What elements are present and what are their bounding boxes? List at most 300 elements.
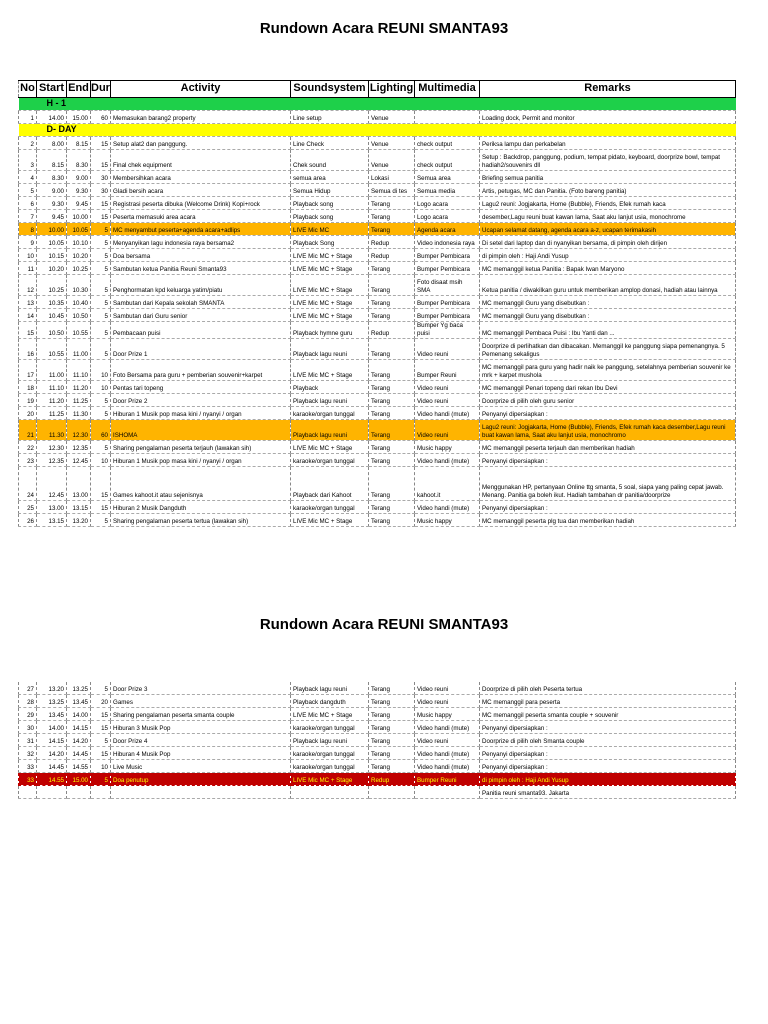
cell-dur: 10 [91,760,111,773]
section-label: H - 1 [37,98,111,111]
cell-remarks: MC memanggil peserta terjauh dan memberikan hadiah [480,440,736,453]
cell-end [67,786,91,799]
cell-no: 1 [19,111,37,124]
cell-activity: Sambutan dari Kepala sekolah SMANTA [111,296,291,309]
cell-start: 14.20 [37,747,67,760]
cell-remarks: MC memanggil Pembaca Puisi : Ibu Yanti dan ... [480,322,736,339]
cell-start: 14.15 [37,734,67,747]
cell-end: 14.15 [67,721,91,734]
cell-no: 24 [19,466,37,500]
cell-dur: 15 [91,466,111,500]
cell-end: 15.00 [67,111,91,124]
cell-end: 9.30 [67,184,91,197]
cell-start: 10.00 [37,223,67,236]
cell-activity: Sharing pengalaman peserta terjauh (lawakan sih) [111,440,291,453]
cell-remarks: MC memanggil Penari topeng dari rekan Ibu Devi [480,380,736,393]
table-row [19,171,736,184]
cell-activity: Foto Bersama para guru + pemberian souvenir+karpet [111,359,291,380]
cell-end: 10.00 [67,210,91,223]
cell-remarks: Doorprize di perlihatkan dan dibacakan. Memanggil ke panggung siapa pemenangnya. 5 Pemenang sekaligus [480,338,736,359]
table-row [19,150,736,171]
cell-soundsystem: Playback dari Kahoot [291,466,369,500]
table-row [19,453,736,466]
cell-multimedia: Bumper Pembicara [415,249,480,262]
cell-multimedia: Music happy [415,440,480,453]
table-row [19,197,736,210]
cell-dur: 30 [91,171,111,184]
table-row [19,210,736,223]
cell-remarks: Artis, petugas, MC dan Panitia. (Foto bareng panitia) [480,184,736,197]
col-header-soundsystem: Soundsystem [291,81,369,98]
cell-activity: Hiburan 2 Musik Dangduth [111,500,291,513]
cell-activity: Sharing pengalaman peserta tertua (lawakan sih) [111,513,291,526]
cell-start: 8.00 [37,137,67,150]
cell-soundsystem: LIVE Mic MC + Stage [291,296,369,309]
cell-end: 13.00 [67,466,91,500]
cell-end: 11.20 [67,380,91,393]
col-header-no: No [19,81,37,98]
cell-dur: 5 [91,249,111,262]
table-row [19,223,736,236]
cell-multimedia: Logo acara [415,197,480,210]
table-row [19,734,736,747]
cell-lighting: Terang [369,223,415,236]
cell-dur: 10 [91,380,111,393]
section-label: D- DAY [37,124,111,137]
cell-no: 16 [19,338,37,359]
cell-end: 14.00 [67,708,91,721]
cell-start: 9.30 [37,197,67,210]
cell-multimedia: Bumper Pembicara [415,262,480,275]
cell-remarks: Periksa lampu dan perkabelan [480,137,736,150]
cell-start: 10.05 [37,236,67,249]
cell-remarks: Setup : Backdrop, panggung, podium, tempat pidato, keyboard, doorprize bowl, tempat hadiah2/souvenirs dll [480,150,736,171]
table-row [19,249,736,262]
cell-no: 22 [19,440,37,453]
table-header-row [19,81,736,98]
cell-soundsystem: LIVE Mic MC + Stage [291,708,369,721]
cell-lighting: Redup [369,249,415,262]
cell-activity: Gladi bersih acara [111,184,291,197]
cell-remarks: Penyanyi dipersiapkan : [480,760,736,773]
cell-lighting: Terang [369,682,415,695]
cell-multimedia: Bumper Yg baca puisi [415,322,480,339]
cell-remarks: MC memanggil para peserta [480,695,736,708]
cell-multimedia: Video handi (mute) [415,500,480,513]
cell-dur: 5 [91,296,111,309]
cell-lighting: Terang [369,747,415,760]
cell-no: 5 [19,184,37,197]
cell-multimedia: kahoot.it [415,466,480,500]
cell-lighting: Semua di tes [369,184,415,197]
cell-soundsystem: LIVE Mic MC + Stage [291,262,369,275]
table-row [19,466,736,500]
cell-remarks: desember,Lagu reuni buat kawan lama, Saat aku lanjut usia, monochrome [480,210,736,223]
cell-start: 11.10 [37,380,67,393]
cell-no: 25 [19,500,37,513]
cell-multimedia: Bumper Reuni [415,773,480,786]
table-row [19,322,736,339]
cell-remarks: Ucapan selamat datang, agenda acara a-z, ucapan terimakasih [480,223,736,236]
table-row [19,111,736,124]
table-row [19,184,736,197]
cell-no: 12 [19,275,37,296]
cell-remarks: Penyanyi dipersiapkan : [480,453,736,466]
cell-remarks: Briefing semua panitia [480,171,736,184]
cell-soundsystem: LIVE Mic MC + Stage [291,309,369,322]
cell-no: 10 [19,249,37,262]
cell-start: 10.55 [37,338,67,359]
cell-soundsystem: Playback song [291,210,369,223]
cell-soundsystem: Playback song [291,197,369,210]
cell-multimedia: Video indonesia raya [415,236,480,249]
cell-start: 14.45 [37,760,67,773]
table-row [19,236,736,249]
cell-no: 33 [19,760,37,773]
cell-end: 10.10 [67,236,91,249]
cell-end: 10.40 [67,296,91,309]
cell-multimedia: check output [415,150,480,171]
cell-end: 11.10 [67,359,91,380]
cell-dur: 15 [91,708,111,721]
cell-lighting: Terang [369,513,415,526]
cell-lighting: Terang [369,695,415,708]
cell-dur: 5 [91,309,111,322]
cell-dur: 5 [91,440,111,453]
cell-multimedia: Video reuni [415,338,480,359]
cell-end: 12.35 [67,440,91,453]
cell-remarks: Loading dock, Permit and monitor [480,111,736,124]
cell-no [19,786,37,799]
cell-start: 10.45 [37,309,67,322]
cell-remarks: Lagu2 reuni: Jogjakarta, Home (Bubble), Friends, Efek rumah kaca desember,Lagu reuni buat kawan lama, Saat aku lanjut usia, monochromo [480,419,736,440]
cell-multimedia: Video handi (mute) [415,406,480,419]
cell-no: 6 [19,197,37,210]
cell-soundsystem: LIVE Mic MC + Stage [291,275,369,296]
table-row [19,419,736,440]
cell-start: 12.30 [37,440,67,453]
cell-lighting: Terang [369,419,415,440]
cell-activity: Pentas tari topeng [111,380,291,393]
cell-multimedia: Video reuni [415,380,480,393]
cell-soundsystem: karaoke/organ tunggal [291,406,369,419]
cell-activity: Sharing pengalaman peserta smanta couple [111,708,291,721]
cell-no: 31 [19,734,37,747]
table-row [19,500,736,513]
cell-start: 8.15 [37,150,67,171]
cell-remarks: Panitia reuni smanta93. Jakarta [480,786,736,799]
cell-dur: 5 [91,682,111,695]
cell-activity: Sambutan dari Guru senior [111,309,291,322]
cell-activity: Membersihkan acara [111,171,291,184]
cell-soundsystem: Playback lagu reuni [291,338,369,359]
cell-no: 30 [19,721,37,734]
cell-remarks: Ketua panitia / diwakilkan guru untuk memberikan amplop donasi, hadiah atau lainnya [480,275,736,296]
cell-multimedia: Video reuni [415,419,480,440]
cell-end: 14.20 [67,734,91,747]
cell-soundsystem: Semua Hidup [291,184,369,197]
cell-multimedia: Video reuni [415,682,480,695]
cell-multimedia: Bumper Pembicara [415,296,480,309]
cell-multimedia: Video reuni [415,393,480,406]
cell-multimedia: Video handi (mute) [415,721,480,734]
cell-activity: Registrasi peserta dibuka (Welcome Drink) Kopi+rock [111,197,291,210]
cell-remarks: Lagu2 reuni: Jogjakarta, Home (Bubble), Friends, Efek rumah kaca [480,197,736,210]
cell-multimedia: Video reuni [415,734,480,747]
cell-start: 13.15 [37,513,67,526]
cell-start: 11.25 [37,406,67,419]
table-row [19,721,736,734]
cell-activity: Hiburan 3 Musik Pop [111,721,291,734]
cell-start: 13.45 [37,708,67,721]
cell-end: 10.20 [67,249,91,262]
cell-dur: 5 [91,338,111,359]
cell-end: 11.30 [67,406,91,419]
cell-end: 9.45 [67,197,91,210]
cell-start: 11.00 [37,359,67,380]
cell-activity: Games [111,695,291,708]
cell-remarks: Doorprize di pilih oleh Smanta couple [480,734,736,747]
cell-soundsystem: LIVE Mic MC + Stage [291,773,369,786]
cell-dur: 5 [91,773,111,786]
table-row [19,786,736,799]
cell-lighting: Terang [369,197,415,210]
cell-lighting: Lokasi [369,171,415,184]
cell-lighting: Terang [369,453,415,466]
cell-dur: 5 [91,734,111,747]
cell-activity: Door Prize 1 [111,338,291,359]
section-row-dday [19,124,736,137]
cell-no: 7 [19,210,37,223]
cell-activity: Hiburan 1 Musik pop masa kini / nyanyi / organ [111,453,291,466]
cell-lighting: Terang [369,262,415,275]
cell-start: 14.00 [37,111,67,124]
cell-multimedia: Bumper Pembicara [415,309,480,322]
cell-remarks: Di setel dari laptop dan di nyanyikan bersama, di pimpin oleh dirijen [480,236,736,249]
cell-dur: 15 [91,747,111,760]
cell-soundsystem: Playback hymne guru [291,322,369,339]
cell-end: 9.00 [67,171,91,184]
cell-soundsystem: Playback lagu reuni [291,393,369,406]
cell-lighting: Terang [369,380,415,393]
cell-dur: 30 [91,184,111,197]
cell-start: 13.20 [37,682,67,695]
cell-activity: Setup alat2 dan panggung. [111,137,291,150]
cell-multimedia: Semua area [415,171,480,184]
cell-lighting: Terang [369,734,415,747]
cell-dur: 10 [91,453,111,466]
table-row [19,359,736,380]
cell-soundsystem: LIVE Mic MC + Stage [291,249,369,262]
cell-end: 10.25 [67,262,91,275]
cell-multimedia: check output [415,137,480,150]
cell-no: 28 [19,695,37,708]
cell-no: 23 [19,453,37,466]
cell-activity: MC menyambut peserta+agenda acara+adlips [111,223,291,236]
cell-no: 2 [19,137,37,150]
cell-remarks: MC memanggil ketua Panitia : Bapak Iwan Maryono [480,262,736,275]
cell-start: 11.30 [37,419,67,440]
cell-start: 13.00 [37,500,67,513]
cell-lighting: Terang [369,708,415,721]
table-row [19,747,736,760]
cell-end: 8.15 [67,137,91,150]
cell-no: 13 [19,296,37,309]
cell-activity: Doa penutup [111,773,291,786]
page-title-2: Rundown Acara REUNI SMANTA93 [259,616,509,633]
cell-no: 32 [19,747,37,760]
cell-soundsystem: Playback lagu reuni [291,419,369,440]
cell-remarks: MC memanggil Guru yang disebutkan : [480,309,736,322]
cell-soundsystem: karaoke/organ tunggal [291,760,369,773]
cell-dur: 5 [91,322,111,339]
cell-activity [111,786,291,799]
col-header-end: End [67,81,91,98]
cell-multimedia: Video handi (mute) [415,760,480,773]
cell-dur: 5 [91,513,111,526]
cell-activity: Live Music [111,760,291,773]
cell-dur: 5 [91,223,111,236]
cell-remarks: di pimpin oleh : Haji Andi Yusup [480,249,736,262]
cell-activity: Hiburan 1 Musik pop masa kini / nyanyi / organ [111,406,291,419]
cell-lighting: Terang [369,440,415,453]
cell-soundsystem: Playback lagu reuni [291,682,369,695]
table-row [19,393,736,406]
cell-start: 13.25 [37,695,67,708]
cell-no: 15 [19,322,37,339]
cell-start: 10.20 [37,262,67,275]
cell-end: 11.25 [67,393,91,406]
cell-soundsystem: Playback lagu reuni [291,734,369,747]
cell-multimedia: Video handi (mute) [415,747,480,760]
cell-end: 13.20 [67,513,91,526]
cell-soundsystem: Playback [291,380,369,393]
cell-multimedia [415,786,480,799]
cell-end: 14.45 [67,747,91,760]
cell-soundsystem: LIVE Mic MC [291,223,369,236]
cell-dur: 10 [91,359,111,380]
cell-soundsystem: Playback Song [291,236,369,249]
cell-multimedia: Foto disaat msih SMA [415,275,480,296]
cell-dur [91,786,111,799]
table-row [19,309,736,322]
cell-soundsystem: semua area [291,171,369,184]
cell-no: 8 [19,223,37,236]
table-row [19,760,736,773]
cell-dur: 15 [91,137,111,150]
cell-remarks: MC memanggil peserta smanta couple + souvenir [480,708,736,721]
cell-activity: Menyanyikan lagu indonesia raya bersama2 [111,236,291,249]
cell-end: 15.00 [67,773,91,786]
cell-dur: 60 [91,419,111,440]
cell-multimedia: Logo acara [415,210,480,223]
cell-no: 29 [19,708,37,721]
cell-activity: Peserta memasuki area acara [111,210,291,223]
table-row [19,296,736,309]
cell-remarks: Penyanyi dipersiapkan : [480,500,736,513]
cell-end: 13.25 [67,682,91,695]
col-header-start: Start [37,81,67,98]
table-row [19,682,736,695]
cell-lighting: Redup [369,322,415,339]
cell-soundsystem: LIVE Mic MC + Stage [291,440,369,453]
cell-start: 11.20 [37,393,67,406]
cell-remarks: Doorprize di pilih oleh Peserta tertua [480,682,736,695]
cell-dur: 60 [91,111,111,124]
table-row [19,137,736,150]
cell-no: 11 [19,262,37,275]
cell-dur: 20 [91,695,111,708]
table-row [19,513,736,526]
cell-start: 12.35 [37,453,67,466]
cell-activity: Memasukan barang2 property [111,111,291,124]
cell-lighting: Venue [369,111,415,124]
cell-activity: Door Prize 3 [111,682,291,695]
cell-soundsystem: LIVE Mic MC + Stage [291,359,369,380]
table-row [19,440,736,453]
cell-start: 10.15 [37,249,67,262]
cell-multimedia: Bumper Reuni [415,359,480,380]
cell-remarks: MC memanggil Guru yang disebutkan : [480,296,736,309]
table-row [19,708,736,721]
cell-end: 10.50 [67,309,91,322]
cell-activity: Sambutan ketua Panitia Reuni Smanta93 [111,262,291,275]
cell-end: 13.15 [67,500,91,513]
cell-multimedia: Agenda acara [415,223,480,236]
cell-remarks: Doorprize di pilih oleh guru senior [480,393,736,406]
cell-remarks: Penyanyi dipersiapkan : [480,721,736,734]
cell-lighting: Terang [369,296,415,309]
cell-no: 14 [19,309,37,322]
cell-dur: 15 [91,197,111,210]
cell-soundsystem: Playback dangduth [291,695,369,708]
cell-end: 14.55 [67,760,91,773]
table-row [19,773,736,786]
cell-soundsystem: LIVE Mic MC + Stage [291,513,369,526]
cell-no: 20 [19,406,37,419]
cell-end: 10.55 [67,322,91,339]
rundown-table-2 [18,674,736,799]
cell-no: 19 [19,393,37,406]
cell-soundsystem [291,786,369,799]
cell-dur: 5 [91,236,111,249]
cell-multimedia: Music happy [415,708,480,721]
cell-activity: Doa bersama [111,249,291,262]
rundown-table-1 [18,80,736,527]
cell-start: 9.45 [37,210,67,223]
cell-remarks: MC memanggil para guru yang hadir naik ke panggung, setelahnya pemberian souvenir ke mrk + karpet mushola [480,359,736,380]
cell-multimedia: Video handi (mute) [415,453,480,466]
table-row [19,275,736,296]
cell-remarks: Penyanyi dipersiapkan : [480,406,736,419]
cell-start [37,786,67,799]
cell-lighting: Terang [369,359,415,380]
cell-dur: 5 [91,262,111,275]
cell-remarks: Penyanyi dipersiapkan : [480,747,736,760]
cell-dur: 5 [91,275,111,296]
cell-start: 10.35 [37,296,67,309]
cell-start: 14.55 [37,773,67,786]
cell-lighting: Terang [369,500,415,513]
cell-lighting: Terang [369,721,415,734]
cell-multimedia [415,111,480,124]
cell-lighting: Terang [369,466,415,500]
cell-dur: 15 [91,150,111,171]
cell-no: 33 [19,773,37,786]
table-row [19,262,736,275]
cell-lighting: Terang [369,338,415,359]
cell-lighting: Terang [369,210,415,223]
